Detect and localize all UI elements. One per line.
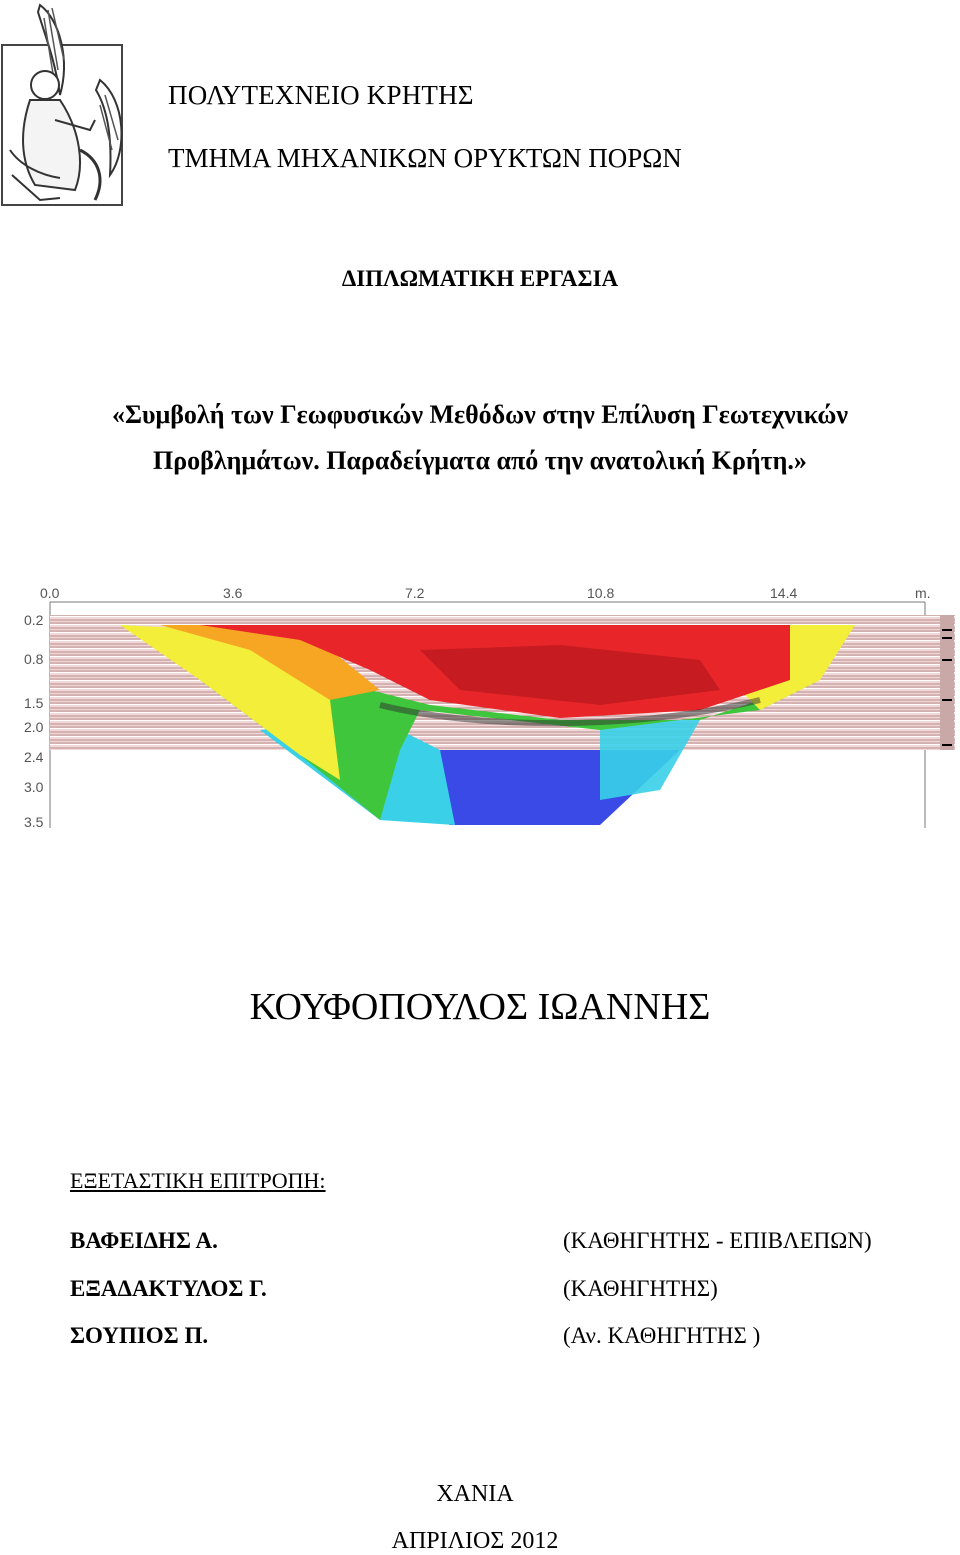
committee-member-role: (ΚΑΘΗΓΗΤΗΣ - ΕΠΙΒΛΕΠΩΝ)	[563, 1228, 872, 1253]
author-name: ΚΟΥΦΟΠΟΥΛΟΣ ΙΩΑΝΝΗΣ	[249, 986, 711, 1028]
committee-member-role: (ΚΑΘΗΓΗΤΗΣ)	[563, 1276, 718, 1301]
y-tick-label: 3.0	[24, 779, 44, 795]
committee-member-name: ΣΟΥΠΙΟΣ Π.	[70, 1323, 209, 1348]
y-tick-label: 0.2	[24, 612, 44, 628]
x-tick-label: 3.6	[223, 585, 243, 601]
city: ΧΑΝΙΑ	[436, 1481, 514, 1507]
x-tick-label: 7.2	[405, 585, 425, 601]
sculpture-logo-icon	[0, 0, 140, 210]
committee-label: ΕΞΕΤΑΣΤΙΚΗ ΕΠΙΤΡΟΠΗ:	[70, 1168, 326, 1193]
committee-member-name: ΒΑΦΕΙΔΗΣ Α.	[70, 1228, 218, 1253]
y-tick-label: 2.4	[24, 749, 44, 765]
x-tick-label: 14.4	[770, 585, 798, 601]
x-tick-label: 10.8	[587, 585, 615, 601]
geophysical-section-figure	[0, 570, 960, 840]
thesis-title-line-2: Προβλημάτων. Παραδείγματα από την ανατολική Κρήτη.»	[153, 446, 807, 475]
department-name: ΤΜΗΜΑ ΜΗΧΑΝΙΚΩΝ ΟΡΥΚΤΩΝ ΠΟΡΩΝ	[168, 143, 682, 173]
radargram-edge-strip	[940, 615, 954, 750]
resistivity-cyan-right	[600, 720, 700, 800]
y-tick-label: 1.5	[24, 695, 44, 711]
date: ΑΠΡΙΛΙΟΣ 2012	[391, 1528, 559, 1554]
committee-member-name: ΕΞΑΔΑΚΤΥΛΟΣ Γ.	[70, 1276, 267, 1301]
thesis-type: ΔΙΠΛΩΜΑΤΙΚΗ ΕΡΓΑΣΙΑ	[341, 266, 619, 291]
x-tick-label: m.	[915, 585, 931, 601]
x-tick-label: 0.0	[40, 585, 60, 601]
thesis-title-line-1: «Συμβολή των Γεωφυσικών Μεθόδων στην Επίλυση Γεωτεχνικών	[112, 400, 848, 429]
committee-member-role: (Αν. ΚΑΘΗΓΗΤΗΣ )	[563, 1323, 761, 1348]
university-name: ΠΟΛΥΤΕΧΝΕΙΟ ΚΡΗΤΗΣ	[168, 80, 474, 110]
y-tick-label: 3.5	[24, 814, 44, 830]
y-tick-label: 2.0	[24, 719, 44, 735]
y-tick-label: 0.8	[24, 651, 44, 667]
thesis-title	[30, 392, 930, 484]
